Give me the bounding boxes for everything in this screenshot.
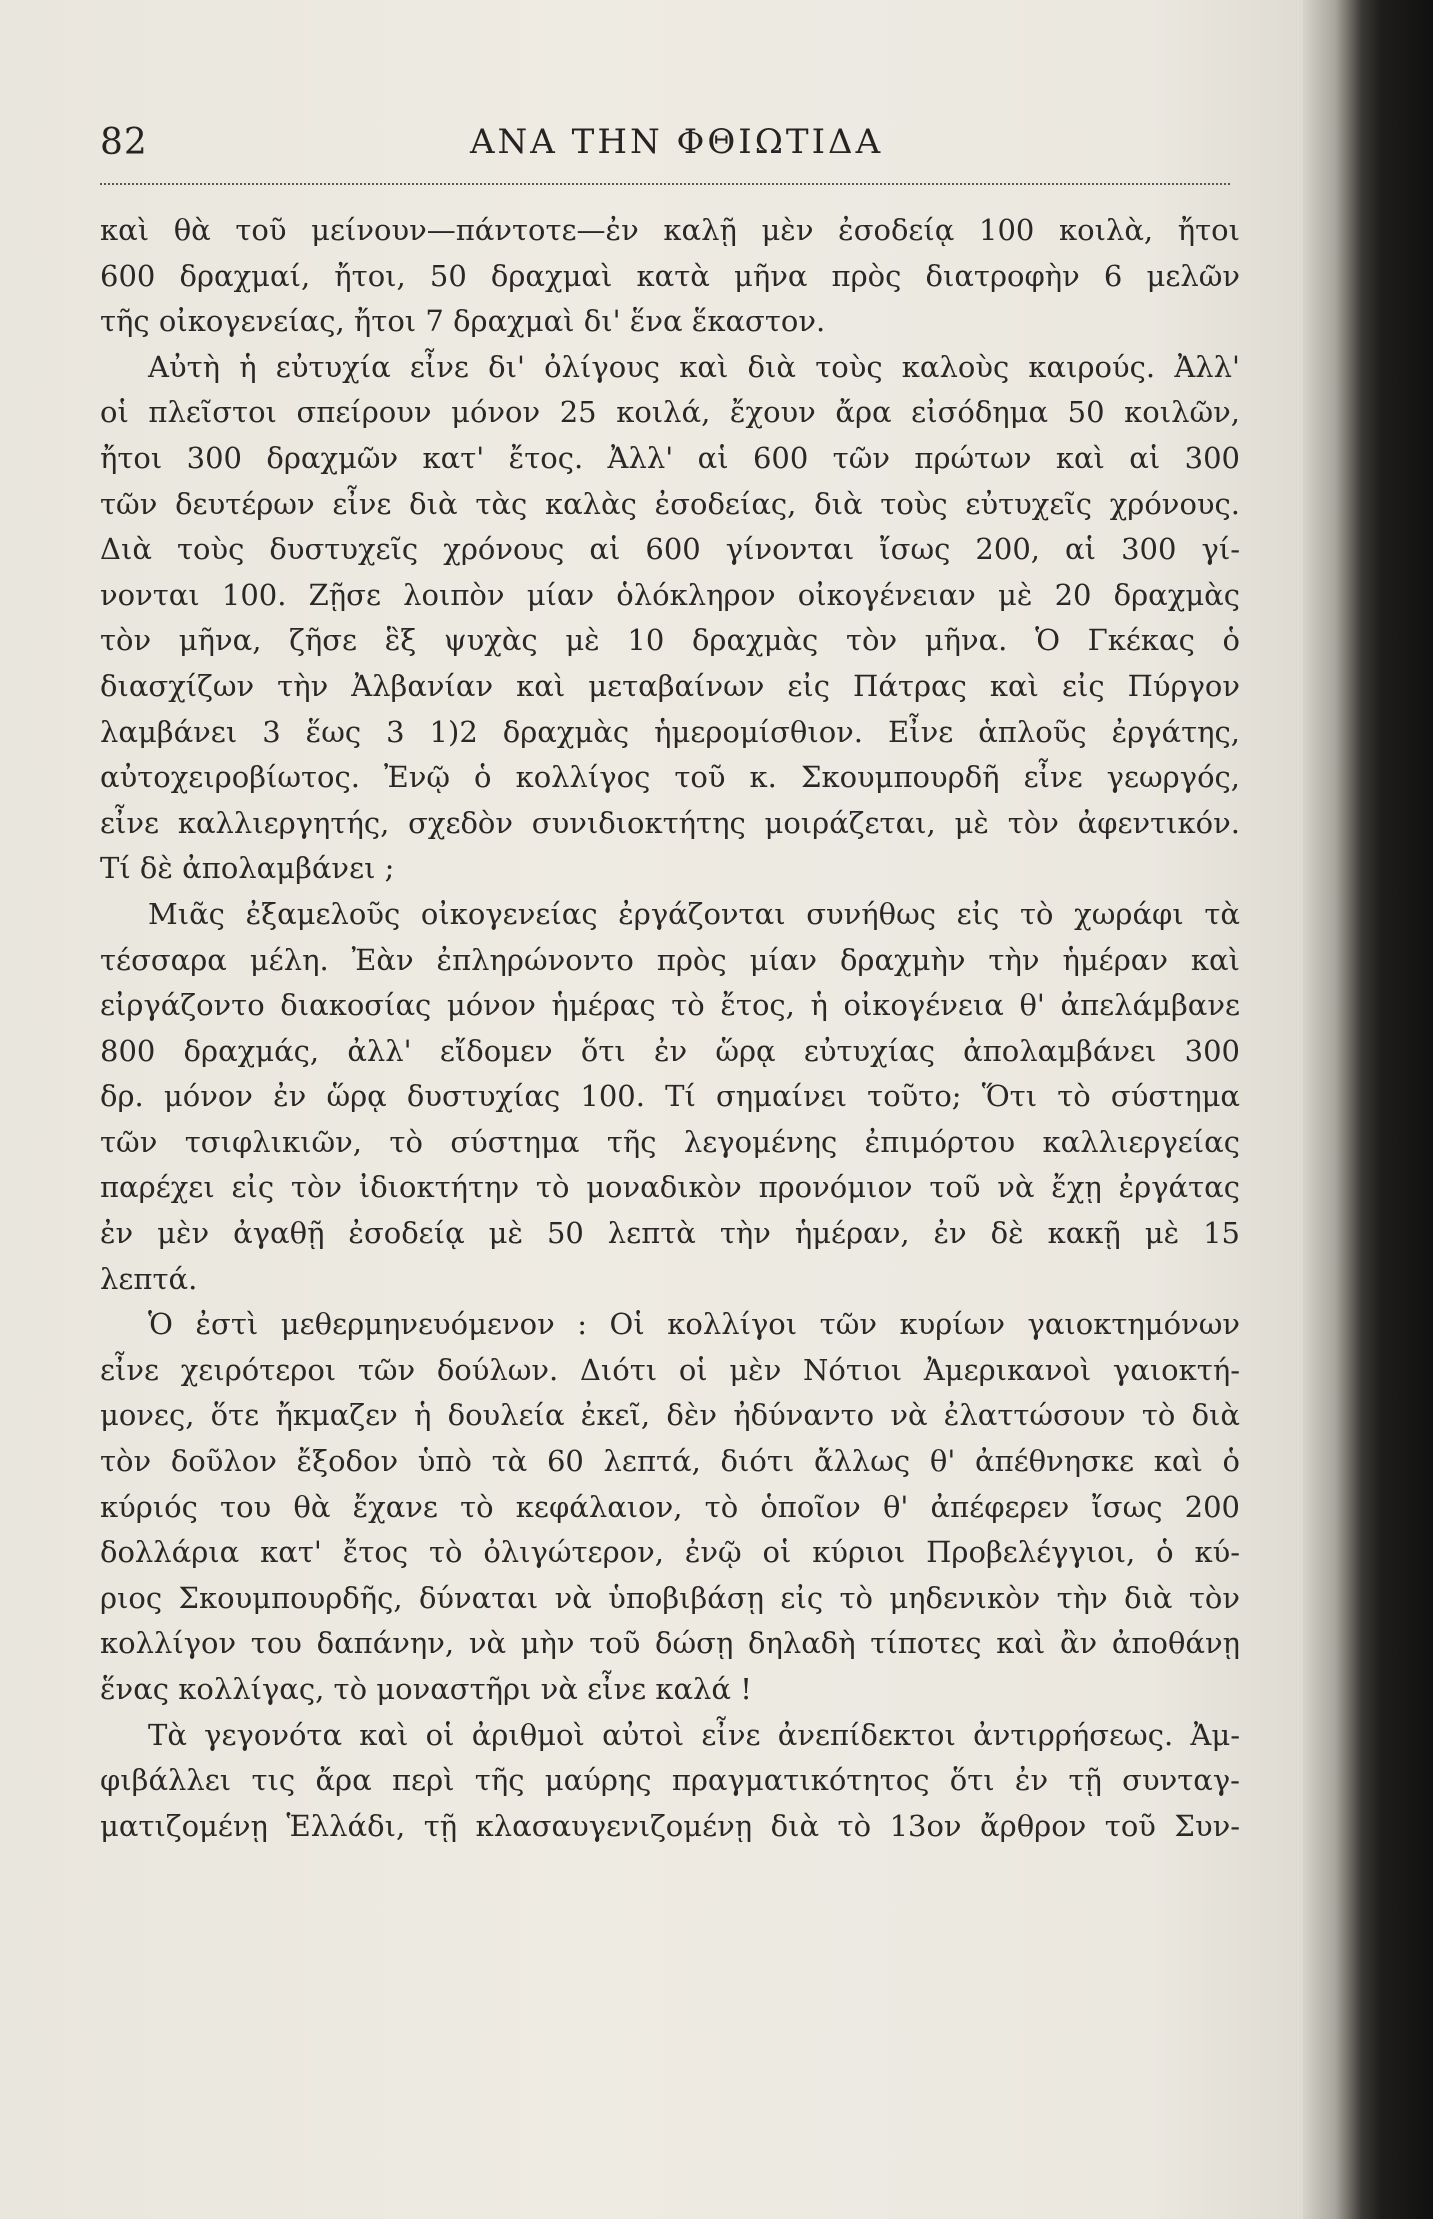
text-line: 600 δραχμαί, ἤτοι, 50 δραχμαὶ κατὰ μῆνα πρὸς διατροφὴν 6 μελῶν (100, 258, 1240, 293)
text-line: Τί δὲ ἀπολαμβάνει ; (100, 851, 395, 886)
text-line: ἐν μὲν ἀγαθῇ ἐσοδείᾳ μὲ 50 λεπτὰ τὴν ἡμέραν, ἐν δὲ κακῇ μὲ 15 (100, 1216, 1240, 1251)
text-line: παρέχει εἰς τὸν ἰδιοκτήτην τὸ μοναδικὸν προνόμιον τοῦ νὰ ἔχῃ ἐργάτας (100, 1170, 1240, 1205)
text-line: μονες, ὅτε ἤκμαζεν ἡ δουλεία ἐκεῖ, δὲν ἠδύναντο νὰ ἐλαττώσουν τὸ διὰ (100, 1398, 1240, 1433)
text-line: καὶ θὰ τοῦ μείνουν—πάντοτε—ἐν καλῇ μὲν ἐσοδείᾳ 100 κοιλὰ, ἤτοι (100, 213, 1240, 247)
text-line: λεπτά. (100, 1261, 198, 1296)
text-line: εἶνε χειρότεροι τῶν δούλων. Διότι οἱ μὲν Νότιοι Ἀμερικανοὶ γαιοκτή- (100, 1352, 1240, 1387)
text-line: αὐτοχειροβίωτος. Ἐνῷ ὁ κολλίγος τοῦ κ. Σκουμπουρδῆ εἶνε γεωργός, (100, 760, 1240, 795)
text-line: κολλίγον του δαπάνην, νὰ μὴν τοῦ δώσῃ δηλαδὴ τίποτες καὶ ἂν ἀποθάνῃ (100, 1626, 1240, 1661)
text-line: ματιζομένῃ Ἑλλάδι, τῇ κλασαυγενιζομένῃ διὰ τὸ 13ον ἄρθρον τοῦ Συν- (100, 1808, 1240, 1843)
text-line: ἕνας κολλίγας, τὸ μοναστῆρι νὰ εἶνε καλά ! (100, 1672, 752, 1706)
text-line: νονται 100. Ζῇσε λοιπὸν μίαν ὁλόκληρον οἰκογένειαν μὲ 20 δραχμὰς (100, 577, 1240, 612)
page-body-text (100, 208, 1240, 1849)
text-line: φιβάλλει τις ἄρα περὶ τῆς μαύρης πραγματικότητος ὅτι ἐν τῇ συνταγ- (100, 1763, 1240, 1798)
running-head-title: ΑΝΑ ΤΗΝ ΦΘΙΩΤΙΔΑ (470, 122, 884, 162)
text-line: Μιᾶς ἐξαμελοῦς οἰκογενείας ἐργάζονται συνήθως εἰς τὸ χωράφι τὰ (148, 896, 1240, 931)
page-header (100, 122, 1230, 174)
text-line: κύριός του θὰ ἔχανε τὸ κεφάλαιον, τὸ ὁποῖον θ' ἀπέφερεν ἴσως 200 (100, 1489, 1240, 1524)
page-number: 82 (100, 122, 148, 163)
text-line: οἱ πλεῖστοι σπείρουν μόνον 25 κοιλά, ἔχουν ἄρα εἰσόδημα 50 κοιλῶν, (100, 395, 1240, 430)
text-line: 800 δραχμάς, ἀλλ' εἴδομεν ὅτι ἐν ὥρᾳ εὐτυχίας ἀπολαμβάνει 300 (100, 1033, 1240, 1068)
text-line: Τὰ γεγονότα καὶ οἱ ἀριθμοὶ αὐτοὶ εἶνε ἀνεπίδεκτοι ἀντιρρήσεως. Ἀμ- (148, 1717, 1240, 1752)
text-line: τῶν τσιφλικιῶν, τὸ σύστημα τῆς λεγομένης ἐπιμόρτου καλλιεργείας (100, 1124, 1240, 1159)
text-line: ἤτοι 300 δραχμῶν κατ' ἔτος. Ἀλλ' αἱ 600 τῶν πρώτων καὶ αἱ 300 (100, 440, 1240, 475)
text-line: τῶν δευτέρων εἶνε διὰ τὰς καλὰς ἐσοδείας, διὰ τοὺς εὐτυχεῖς χρόνους. (100, 486, 1240, 521)
text-line: τὸν δοῦλον ἔξοδον ὑπὸ τὰ 60 λεπτά, διότι ἄλλως θ' ἀπέθνησκε καὶ ὁ (100, 1444, 1240, 1479)
text-line: εἶνε καλλιεργητής, σχεδὸν συνιδιοκτήτης μοιράζεται, μὲ τὸν ἀφεντικόν. (100, 805, 1240, 840)
text-line: τῆς οἰκογενείας, ἤτοι 7 δραχμαὶ δι' ἕνα ἕκαστον. (100, 304, 826, 339)
text-line: τὸν μῆνα, ζῆσε ἓξ ψυχὰς μὲ 10 δραχμὰς τὸν μῆνα. Ὁ Γκέκας ὁ (100, 623, 1240, 658)
text-line: Διὰ τοὺς δυστυχεῖς χρόνους αἱ 600 γίνονται ἴσως 200, αἱ 300 γί- (100, 532, 1240, 567)
text-line: ριος Σκουμπουρδῆς, δύναται νὰ ὑποβιβάσῃ εἰς τὸ μηδενικὸν τὴν διὰ τὸν (100, 1580, 1240, 1615)
text-line: δρ. μόνον ἐν ὥρᾳ δυστυχίας 100. Τί σημαίνει τοῦτο; Ὅτι τὸ σύστημα (100, 1079, 1240, 1114)
text-line: διασχίζων τὴν Ἀλβανίαν καὶ μεταβαίνων εἰς Πάτρας καὶ εἰς Πύργον (100, 668, 1240, 703)
text-line: Αὐτὴ ἡ εὐτυχία εἶνε δι' ὀλίγους καὶ διὰ τοὺς καλοὺς καιρούς. Ἀλλ' (148, 349, 1240, 384)
text-line: δολλάρια κατ' ἔτος τὸ ὀλιγώτερον, ἐνῷ οἱ κύριοι Προβελέγγιοι, ὁ κύ- (100, 1535, 1240, 1570)
header-rule (100, 183, 1230, 185)
text-line: τέσσαρα μέλη. Ἐὰν ἐπληρώνοντο πρὸς μίαν δραχμὴν τὴν ἡμέραν καὶ (100, 942, 1240, 977)
text-line: λαμβάνει 3 ἕως 3 1)2 δραχμὰς ἡμερομίσθιον. Εἶνε ἁπλοῦς ἐργάτης, (100, 714, 1240, 749)
book-spine-shadow (1303, 0, 1433, 2219)
text-line: εἰργάζοντο διακοσίας μόνον ἡμέρας τὸ ἔτος, ἡ οἰκογένεια θ' ἀπελάμβανε (100, 988, 1240, 1023)
text-line: Ὁ ἐστὶ μεθερμηνευόμενον : Οἱ κολλίγοι τῶν κυρίων γαιοκτημόνων (148, 1307, 1240, 1342)
